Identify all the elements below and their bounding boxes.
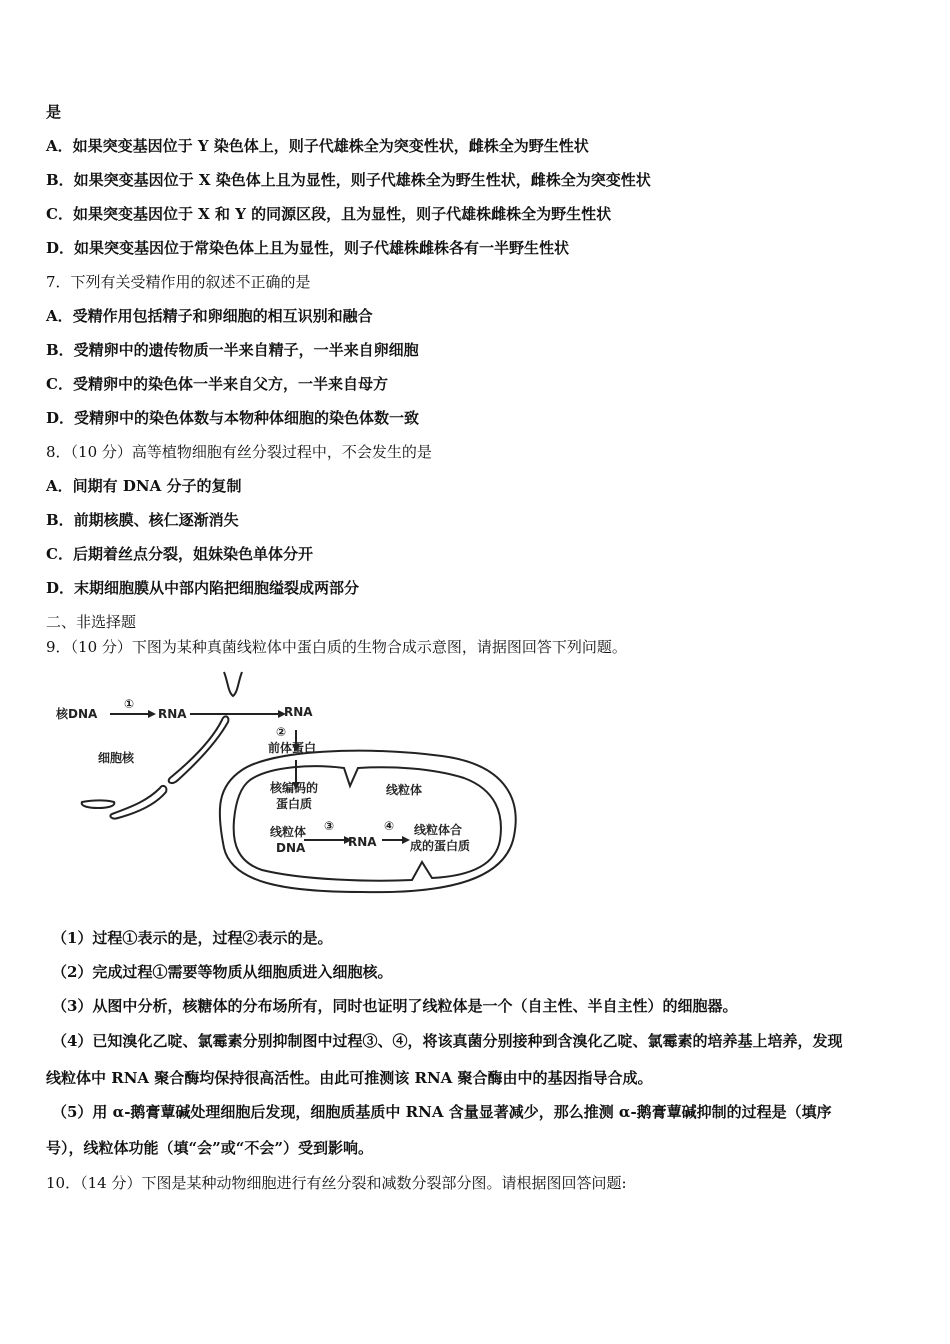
label-mt-protein-1: 线粒体合 (414, 823, 463, 837)
q7-option-a: A．受精作用包括精子和卵细胞的相互识别和融合 (46, 307, 373, 325)
q8-option-b: B．前期核膜、核仁逐渐消失 (46, 511, 239, 529)
text-line-continuation: 是 (46, 103, 62, 121)
label-step3: ③ (324, 819, 335, 833)
nuclear-envelope-bottom (82, 801, 115, 809)
q9-part1: （1）过程①表示的是，过程②表示的是。 (52, 929, 333, 947)
label-nucleus: 细胞核 (98, 751, 135, 765)
q9-part3: （3）从图中分析，核糖体的分布场所有，同时也证明了线粒体是一个（自主性、半自主性）的细胞器。 (52, 997, 738, 1015)
label-mitochondrion: 线粒体 (386, 783, 423, 797)
section-heading: 二、非选择题 (46, 613, 137, 631)
protein-synthesis-diagram (52, 668, 522, 900)
nuclear-envelope-middle (169, 716, 229, 783)
q6-option-c: C．如果突变基因位于 X 和 Y 的同源区段，且为显性，则子代雄株雌株全为野生性状 (46, 205, 612, 223)
label-mt-protein-2: 成的蛋白质 (410, 839, 471, 853)
q6-option-d: D．如果突变基因位于常染色体上且为显性，则子代雄株雌株各有一半野生性状 (46, 239, 570, 257)
q8-option-a: A．间期有 DNA 分子的复制 (46, 477, 242, 495)
q6-option-a: A．如果突变基因位于 Y 染色体上，则子代雄株全为突变性状，雌株全为野生性状 (46, 137, 589, 155)
label-nuclear-coded-1: 核编码的 (270, 781, 319, 795)
q10-stem: 10．（14 分）下图是某种动物细胞进行有丝分裂和减数分裂部分图。请根据图回答问题: (46, 1174, 627, 1192)
label-rna-mt: RNA (348, 835, 377, 849)
label-rna-left: RNA (158, 707, 187, 721)
q9-part4-line2: 线粒体中 RNA 聚合酶均保持很高活性。由此可推测该 RNA 聚合酶由中的基因指导合成。 (46, 1069, 653, 1087)
label-step2: ② (276, 725, 287, 739)
label-rna-right: RNA (284, 705, 313, 719)
arrowhead-step1 (148, 710, 156, 718)
arrowhead-step4 (402, 836, 410, 844)
q8-stem: 8．（10 分）高等植物细胞有丝分裂过程中，不会发生的是 (46, 443, 432, 461)
q8-option-d: D．末期细胞膜从中部内陷把细胞缢裂成两部分 (46, 579, 360, 597)
q7-stem: 7．下列有关受精作用的叙述不正确的是 (46, 273, 311, 291)
q7-option-c: C．受精卵中的染色体一半来自父方，一半来自母方 (46, 375, 388, 393)
label-step4: ④ (384, 819, 395, 833)
label-nuclear-coded-2: 蛋白质 (276, 797, 313, 811)
q9-stem: 9．（10 分）下图为某种真菌线粒体中蛋白质的生物合成示意图，请据图回答下列问题。 (46, 638, 627, 656)
q6-option-b: B．如果突变基因位于 X 染色体上且为显性，则子代雄株全为野生性状，雌株全为突变性状 (46, 171, 651, 189)
q7-option-d: D．受精卵中的染色体数与本物种体细胞的染色体数一致 (46, 409, 420, 427)
q9-part4-line1: （4）已知溴化乙啶、氯霉素分别抑制图中过程③、④，将该真菌分别接种到含溴化乙啶、氯霉素的培养基上培养，发现 (52, 1032, 843, 1050)
q9-part2: （2）完成过程①需要等物质从细胞质进入细胞核。 (52, 963, 393, 981)
q7-option-b: B．受精卵中的遗传物质一半来自精子，一半来自卵细胞 (46, 341, 419, 359)
nuclear-envelope-left (110, 786, 166, 819)
q9-part5-line1: （5）用 α-鹅膏蕈碱处理细胞后发现，细胞质基质中 RNA 含量显著减少，那么推测 α-鹅膏蕈碱抑制的过程是（填序 (52, 1103, 832, 1121)
label-step1: ① (124, 697, 135, 711)
label-nuclear-dna: 核DNA (56, 707, 98, 721)
q8-option-c: C．后期着丝点分裂，姐妹染色单体分开 (46, 545, 313, 563)
label-mt-dna-2: DNA (276, 841, 306, 855)
nuclear-envelope-top (224, 672, 242, 696)
label-mt-dna-1: 线粒体 (270, 825, 307, 839)
label-precursor-protein: 前体蛋白 (268, 741, 317, 755)
q9-part5-line2: 号），线粒体功能（填“会”或“不会”）受到影响。 (46, 1139, 374, 1157)
